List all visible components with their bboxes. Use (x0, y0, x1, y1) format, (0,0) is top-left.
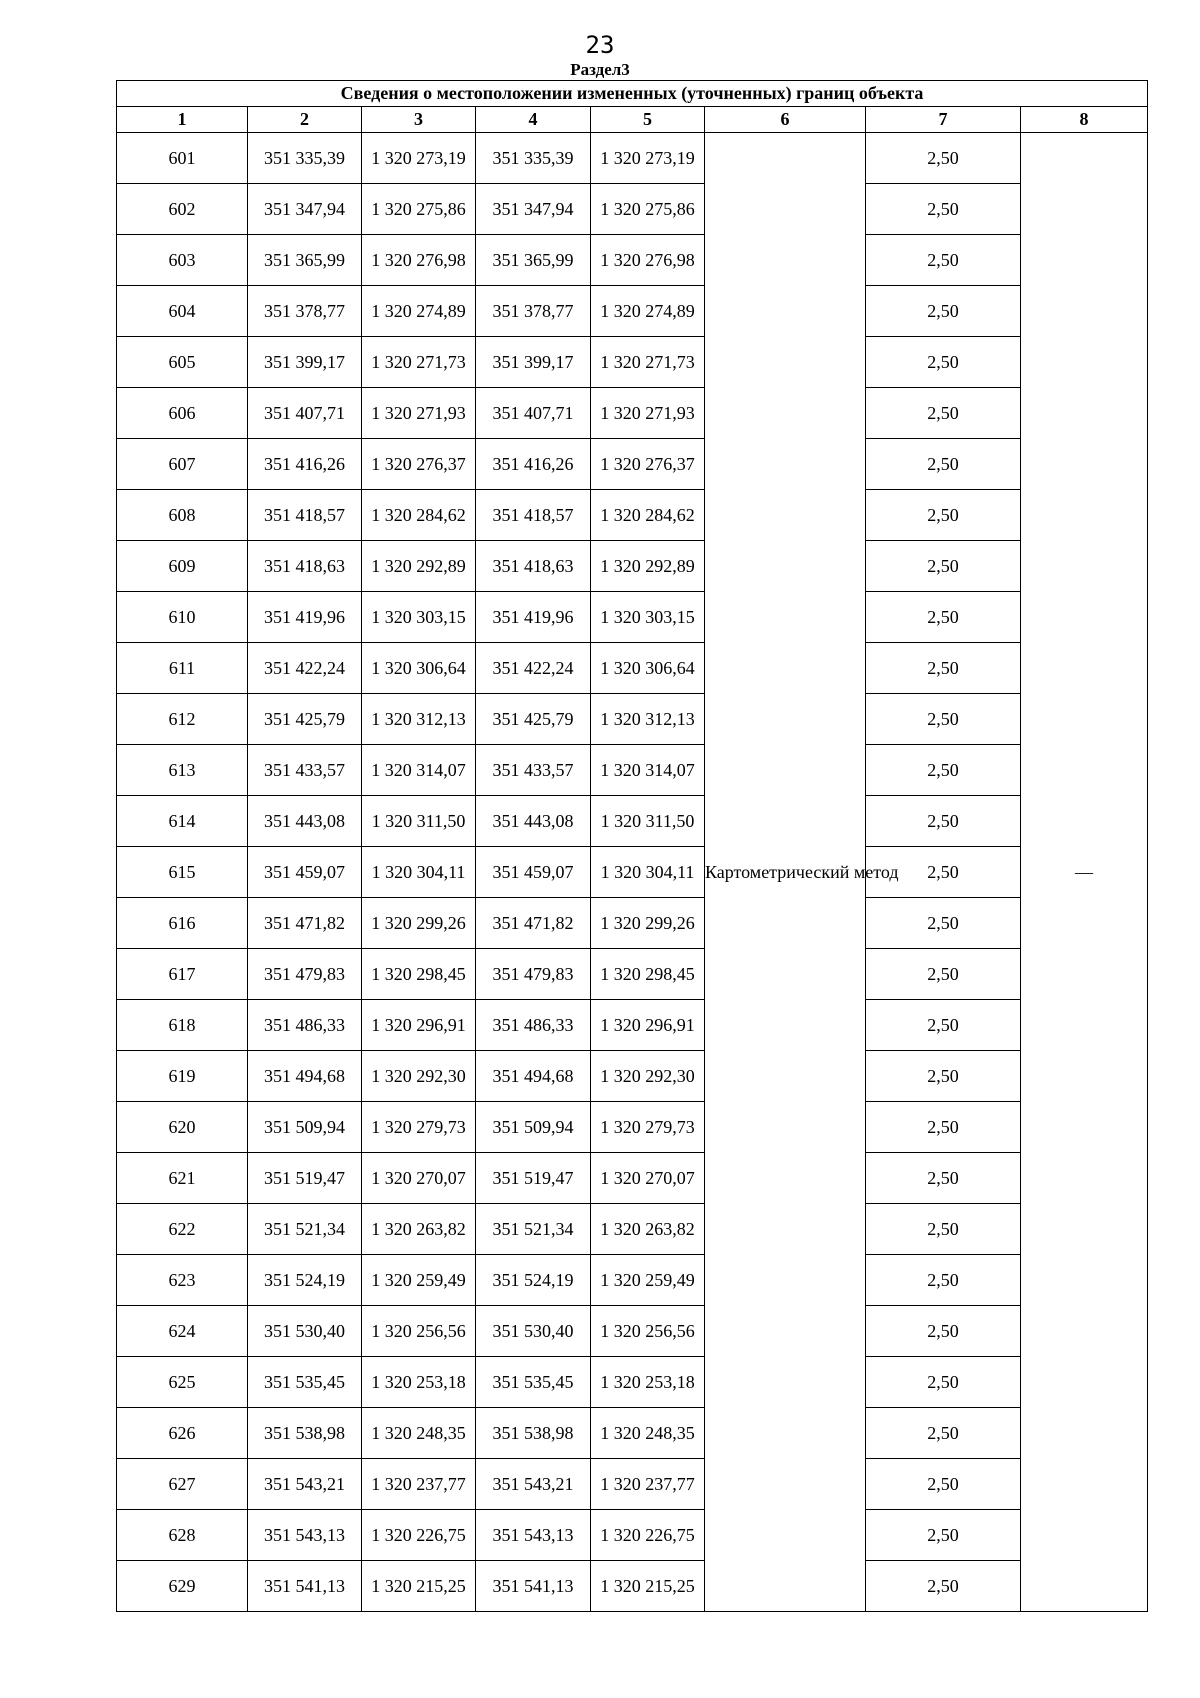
column-header: 8 (1021, 107, 1148, 133)
table-row (117, 1102, 1148, 1153)
x-old-cell: 351 399,17 (248, 337, 362, 388)
y-old-cell: 1 320 304,11 (362, 847, 476, 898)
accuracy-cell: 2,50 (866, 592, 1021, 643)
point-number-cell: 616 (117, 898, 248, 949)
x-old-cell: 351 535,45 (248, 1357, 362, 1408)
y-new-cell: 1 320 296,91 (591, 1000, 705, 1051)
y-new-cell: 1 320 275,86 (591, 184, 705, 235)
y-old-cell: 1 320 312,13 (362, 694, 476, 745)
page-number: 23 (585, 31, 615, 59)
x-old-cell: 351 347,94 (248, 184, 362, 235)
x-old-cell: 351 407,71 (248, 388, 362, 439)
y-old-cell: 1 320 296,91 (362, 1000, 476, 1051)
point-number-cell: 624 (117, 1306, 248, 1357)
table-row (117, 286, 1148, 337)
x-new-cell: 351 347,94 (476, 184, 591, 235)
table-row (117, 796, 1148, 847)
y-new-cell: 1 320 226,75 (591, 1510, 705, 1561)
x-new-cell: 351 494,68 (476, 1051, 591, 1102)
point-number-cell: 615 (117, 847, 248, 898)
table-caption-row (117, 81, 1148, 107)
table-row (117, 1561, 1148, 1612)
x-old-cell: 351 433,57 (248, 745, 362, 796)
x-old-cell: 351 543,21 (248, 1459, 362, 1510)
y-new-cell: 1 320 263,82 (591, 1204, 705, 1255)
y-new-cell: 1 320 314,07 (591, 745, 705, 796)
x-new-cell: 351 471,82 (476, 898, 591, 949)
x-new-cell: 351 416,26 (476, 439, 591, 490)
column-header: 7 (866, 107, 1021, 133)
y-old-cell: 1 320 275,86 (362, 184, 476, 235)
y-old-cell: 1 320 298,45 (362, 949, 476, 1000)
x-new-cell: 351 530,40 (476, 1306, 591, 1357)
y-new-cell: 1 320 215,25 (591, 1561, 705, 1612)
accuracy-cell: 2,50 (866, 745, 1021, 796)
y-old-cell: 1 320 311,50 (362, 796, 476, 847)
x-old-cell: 351 519,47 (248, 1153, 362, 1204)
point-number-cell: 601 (117, 133, 248, 184)
x-new-cell: 351 543,13 (476, 1510, 591, 1561)
x-old-cell: 351 378,77 (248, 286, 362, 337)
y-new-cell: 1 320 270,07 (591, 1153, 705, 1204)
x-new-cell: 351 521,34 (476, 1204, 591, 1255)
table-row (117, 490, 1148, 541)
y-old-cell: 1 320 237,77 (362, 1459, 476, 1510)
x-old-cell: 351 335,39 (248, 133, 362, 184)
x-old-cell: 351 471,82 (248, 898, 362, 949)
accuracy-cell: 2,50 (866, 949, 1021, 1000)
point-number-cell: 619 (117, 1051, 248, 1102)
accuracy-cell: 2,50 (866, 898, 1021, 949)
accuracy-cell: 2,50 (866, 847, 1021, 898)
point-number-cell: 608 (117, 490, 248, 541)
accuracy-cell: 2,50 (866, 439, 1021, 490)
y-old-cell: 1 320 314,07 (362, 745, 476, 796)
table-row (117, 337, 1148, 388)
y-old-cell: 1 320 292,30 (362, 1051, 476, 1102)
point-number-cell: 607 (117, 439, 248, 490)
y-new-cell: 1 320 299,26 (591, 898, 705, 949)
accuracy-cell: 2,50 (866, 1000, 1021, 1051)
x-new-cell: 351 378,77 (476, 286, 591, 337)
point-number-cell: 628 (117, 1510, 248, 1561)
y-old-cell: 1 320 273,19 (362, 133, 476, 184)
table-row (117, 1357, 1148, 1408)
y-old-cell: 1 320 292,89 (362, 541, 476, 592)
point-number-cell: 611 (117, 643, 248, 694)
accuracy-cell: 2,50 (866, 694, 1021, 745)
x-old-cell: 351 418,57 (248, 490, 362, 541)
point-number-cell: 627 (117, 1459, 248, 1510)
table-row (117, 898, 1148, 949)
table-row (117, 1510, 1148, 1561)
y-new-cell: 1 320 271,73 (591, 337, 705, 388)
x-old-cell: 351 538,98 (248, 1408, 362, 1459)
point-number-cell: 623 (117, 1255, 248, 1306)
accuracy-cell: 2,50 (866, 1153, 1021, 1204)
y-new-cell: 1 320 276,98 (591, 235, 705, 286)
x-old-cell: 351 543,13 (248, 1510, 362, 1561)
accuracy-cell: 2,50 (866, 133, 1021, 184)
table-row (117, 643, 1148, 694)
y-new-cell: 1 320 292,89 (591, 541, 705, 592)
table-row (117, 1000, 1148, 1051)
x-new-cell: 351 509,94 (476, 1102, 591, 1153)
table-row (117, 388, 1148, 439)
table-row (117, 133, 1148, 184)
point-number-cell: 620 (117, 1102, 248, 1153)
y-old-cell: 1 320 276,98 (362, 235, 476, 286)
table-row (117, 694, 1148, 745)
table-row (117, 1306, 1148, 1357)
accuracy-cell: 2,50 (866, 337, 1021, 388)
column-header: 4 (476, 107, 591, 133)
x-old-cell: 351 419,96 (248, 592, 362, 643)
table-row (117, 1459, 1148, 1510)
column-header: 5 (591, 107, 705, 133)
column-8-cell: — (1021, 133, 1148, 1612)
x-new-cell: 351 443,08 (476, 796, 591, 847)
point-number-cell: 626 (117, 1408, 248, 1459)
x-new-cell: 351 538,98 (476, 1408, 591, 1459)
x-old-cell: 351 509,94 (248, 1102, 362, 1153)
table-row (117, 1204, 1148, 1255)
x-new-cell: 351 425,79 (476, 694, 591, 745)
table-row (117, 745, 1148, 796)
point-number-cell: 621 (117, 1153, 248, 1204)
y-new-cell: 1 320 303,15 (591, 592, 705, 643)
y-old-cell: 1 320 215,25 (362, 1561, 476, 1612)
table-row (117, 235, 1148, 286)
y-old-cell: 1 320 276,37 (362, 439, 476, 490)
x-old-cell: 351 486,33 (248, 1000, 362, 1051)
point-number-cell: 603 (117, 235, 248, 286)
y-new-cell: 1 320 256,56 (591, 1306, 705, 1357)
y-old-cell: 1 320 253,18 (362, 1357, 476, 1408)
y-new-cell: 1 320 253,18 (591, 1357, 705, 1408)
x-new-cell: 351 535,45 (476, 1357, 591, 1408)
x-new-cell: 351 433,57 (476, 745, 591, 796)
y-new-cell: 1 320 279,73 (591, 1102, 705, 1153)
y-new-cell: 1 320 237,77 (591, 1459, 705, 1510)
y-old-cell: 1 320 271,73 (362, 337, 476, 388)
y-old-cell: 1 320 271,93 (362, 388, 476, 439)
accuracy-cell: 2,50 (866, 1204, 1021, 1255)
point-number-cell: 617 (117, 949, 248, 1000)
accuracy-cell: 2,50 (866, 796, 1021, 847)
column-header: 3 (362, 107, 476, 133)
y-new-cell: 1 320 292,30 (591, 1051, 705, 1102)
point-number-cell: 613 (117, 745, 248, 796)
x-new-cell: 351 524,19 (476, 1255, 591, 1306)
table-caption: Сведения о местоположении измененных (уточненных) границ объекта (117, 81, 1148, 107)
table-row (117, 1153, 1148, 1204)
accuracy-cell: 2,50 (866, 643, 1021, 694)
x-old-cell: 351 530,40 (248, 1306, 362, 1357)
accuracy-cell: 2,50 (866, 541, 1021, 592)
x-new-cell: 351 479,83 (476, 949, 591, 1000)
point-number-cell: 602 (117, 184, 248, 235)
point-number-cell: 622 (117, 1204, 248, 1255)
accuracy-cell: 2,50 (866, 235, 1021, 286)
table-row (117, 541, 1148, 592)
x-new-cell: 351 422,24 (476, 643, 591, 694)
x-new-cell: 351 418,57 (476, 490, 591, 541)
boundary-coordinates-table (116, 80, 1148, 1612)
y-old-cell: 1 320 284,62 (362, 490, 476, 541)
table-row (117, 184, 1148, 235)
y-old-cell: 1 320 263,82 (362, 1204, 476, 1255)
column-header: 2 (248, 107, 362, 133)
x-old-cell: 351 425,79 (248, 694, 362, 745)
x-new-cell: 351 486,33 (476, 1000, 591, 1051)
y-new-cell: 1 320 304,11 (591, 847, 705, 898)
section-title: Раздел3 (570, 60, 630, 79)
y-old-cell: 1 320 299,26 (362, 898, 476, 949)
x-old-cell: 351 521,34 (248, 1204, 362, 1255)
point-number-cell: 605 (117, 337, 248, 388)
y-new-cell: 1 320 271,93 (591, 388, 705, 439)
accuracy-cell: 2,50 (866, 1255, 1021, 1306)
point-number-cell: 618 (117, 1000, 248, 1051)
y-new-cell: 1 320 312,13 (591, 694, 705, 745)
x-new-cell: 351 365,99 (476, 235, 591, 286)
x-old-cell: 351 459,07 (248, 847, 362, 898)
x-new-cell: 351 519,47 (476, 1153, 591, 1204)
accuracy-cell: 2,50 (866, 1357, 1021, 1408)
y-new-cell: 1 320 284,62 (591, 490, 705, 541)
x-new-cell: 351 541,13 (476, 1561, 591, 1612)
x-old-cell: 351 422,24 (248, 643, 362, 694)
table-row (117, 1255, 1148, 1306)
y-old-cell: 1 320 306,64 (362, 643, 476, 694)
x-new-cell: 351 407,71 (476, 388, 591, 439)
accuracy-cell: 2,50 (866, 1408, 1021, 1459)
x-old-cell: 351 494,68 (248, 1051, 362, 1102)
accuracy-cell: 2,50 (866, 1051, 1021, 1102)
x-old-cell: 351 365,99 (248, 235, 362, 286)
y-new-cell: 1 320 274,89 (591, 286, 705, 337)
table-row (117, 1408, 1148, 1459)
point-number-cell: 606 (117, 388, 248, 439)
x-new-cell: 351 418,63 (476, 541, 591, 592)
point-number-cell: 612 (117, 694, 248, 745)
x-new-cell: 351 543,21 (476, 1459, 591, 1510)
y-old-cell: 1 320 259,49 (362, 1255, 476, 1306)
accuracy-cell: 2,50 (866, 184, 1021, 235)
x-old-cell: 351 479,83 (248, 949, 362, 1000)
point-number-cell: 609 (117, 541, 248, 592)
y-new-cell: 1 320 276,37 (591, 439, 705, 490)
y-new-cell: 1 320 273,19 (591, 133, 705, 184)
point-number-cell: 614 (117, 796, 248, 847)
y-old-cell: 1 320 270,07 (362, 1153, 476, 1204)
table-row (117, 592, 1148, 643)
accuracy-cell: 2,50 (866, 490, 1021, 541)
method-cell: Картометрический метод (705, 133, 866, 1612)
accuracy-cell: 2,50 (866, 1459, 1021, 1510)
point-number-cell: 610 (117, 592, 248, 643)
y-old-cell: 1 320 256,56 (362, 1306, 476, 1357)
x-new-cell: 351 459,07 (476, 847, 591, 898)
x-old-cell: 351 416,26 (248, 439, 362, 490)
table-row (117, 847, 1148, 898)
y-new-cell: 1 320 306,64 (591, 643, 705, 694)
x-new-cell: 351 335,39 (476, 133, 591, 184)
y-old-cell: 1 320 248,35 (362, 1408, 476, 1459)
accuracy-cell: 2,50 (866, 1102, 1021, 1153)
column-header: 1 (117, 107, 248, 133)
x-old-cell: 351 541,13 (248, 1561, 362, 1612)
x-new-cell: 351 419,96 (476, 592, 591, 643)
y-old-cell: 1 320 226,75 (362, 1510, 476, 1561)
point-number-cell: 629 (117, 1561, 248, 1612)
x-new-cell: 351 399,17 (476, 337, 591, 388)
y-new-cell: 1 320 248,35 (591, 1408, 705, 1459)
accuracy-cell: 2,50 (866, 388, 1021, 439)
y-old-cell: 1 320 274,89 (362, 286, 476, 337)
table-row (117, 949, 1148, 1000)
accuracy-cell: 2,50 (866, 1561, 1021, 1612)
y-new-cell: 1 320 311,50 (591, 796, 705, 847)
point-number-cell: 625 (117, 1357, 248, 1408)
column-header: 6 (705, 107, 866, 133)
point-number-cell: 604 (117, 286, 248, 337)
y-old-cell: 1 320 279,73 (362, 1102, 476, 1153)
column-number-row (117, 107, 1148, 133)
x-old-cell: 351 443,08 (248, 796, 362, 847)
table-row (117, 439, 1148, 490)
accuracy-cell: 2,50 (866, 286, 1021, 337)
table-row (117, 1051, 1148, 1102)
x-old-cell: 351 524,19 (248, 1255, 362, 1306)
x-old-cell: 351 418,63 (248, 541, 362, 592)
accuracy-cell: 2,50 (866, 1510, 1021, 1561)
y-new-cell: 1 320 259,49 (591, 1255, 705, 1306)
y-old-cell: 1 320 303,15 (362, 592, 476, 643)
y-new-cell: 1 320 298,45 (591, 949, 705, 1000)
accuracy-cell: 2,50 (866, 1306, 1021, 1357)
